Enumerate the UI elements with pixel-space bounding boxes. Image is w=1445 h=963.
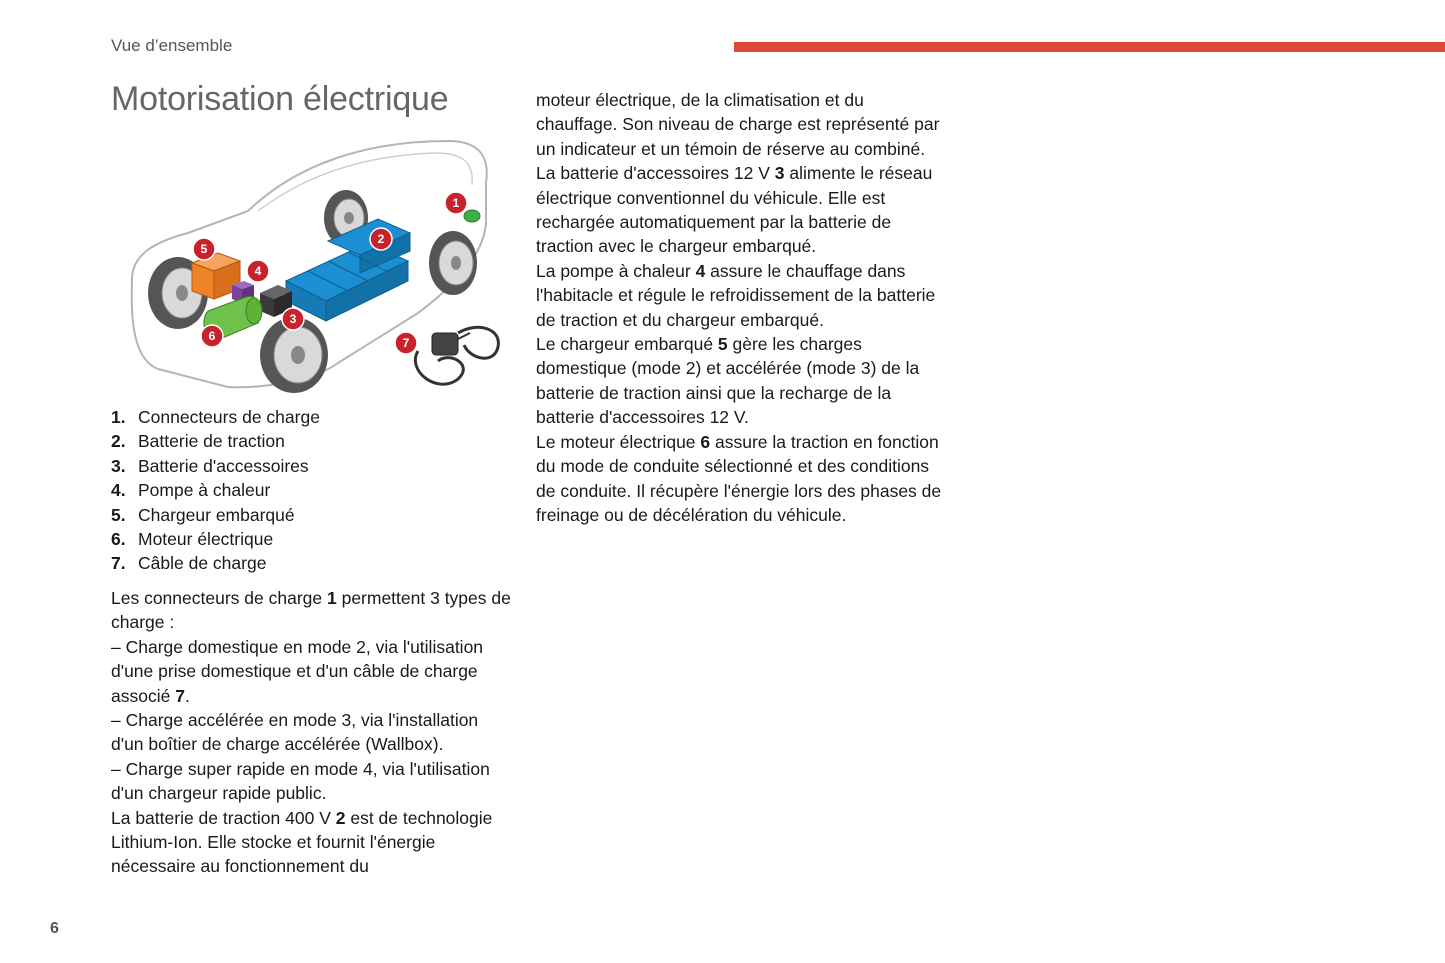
header-accent-bar bbox=[734, 42, 1445, 52]
callout-3: 3 bbox=[289, 312, 297, 326]
legend-item: 5. Chargeur embarqué bbox=[111, 504, 295, 525]
legend-item: 2. Batterie de traction bbox=[111, 431, 285, 452]
right-column-text bbox=[536, 88, 946, 527]
callout-1: 1 bbox=[452, 196, 460, 210]
section-header: Vue d’ensemble bbox=[111, 36, 233, 55]
paragraph: Les connecteurs de charge 1 permettent 3 types de charge : bbox=[111, 588, 511, 633]
charging-cable bbox=[415, 327, 498, 384]
paragraph: La batterie d'accessoires 12 V 3 alimente le réseau électrique conventionnel du véhicule. Elle est rechargée automatiquement par la batterie de traction avec le chargeur embarqué. bbox=[536, 163, 933, 257]
electric-powertrain-illustration bbox=[118, 133, 508, 401]
legend-item: 6. Moteur électrique bbox=[111, 529, 274, 550]
callout-6: 6 bbox=[208, 329, 216, 343]
page-title: Motorisation électrique bbox=[111, 80, 449, 118]
legend-item: 7. Câble de charge bbox=[111, 553, 267, 574]
left-column-text bbox=[111, 586, 511, 879]
legend-item: 3. Batterie d'accessoires bbox=[111, 455, 309, 476]
paragraph: moteur électrique, de la climatisation et du chauffage. Son niveau de charge est représenté par un indicateur et un témoin de réserve au combiné. bbox=[536, 90, 940, 159]
paragraph: Le moteur électrique 6 assure la traction en fonction du mode de conduite sélectionné et des conditions de conduite. Il récupère l'énergie lors des phases de freinage ou de décélération du véhicule. bbox=[536, 431, 942, 525]
charging-connector bbox=[464, 210, 480, 222]
component-legend bbox=[111, 405, 320, 576]
paragraph: – Charge accélérée en mode 3, via l'installation d'un boîtier de charge accélérée (Wallbox). bbox=[111, 710, 479, 755]
paragraph: – Charge domestique en mode 2, via l'utilisation d'une prise domestique et d'un câble de charge associé 7. bbox=[111, 636, 484, 706]
legend-item: 1. Connecteurs de charge bbox=[111, 407, 320, 427]
paragraph: La batterie de traction 400 V 2 est de technologie Lithium-Ion. Elle stocke et fournit l'énergie nécessaire au fonctionnement du bbox=[111, 807, 493, 877]
front-right-wheel bbox=[429, 231, 477, 295]
paragraph: Le chargeur embarqué 5 gère les charges domestique (mode 2) et accélérée (mode 3) de la batterie de traction ainsi que la recharge de la batterie d'accessoires 12 V. bbox=[536, 334, 920, 428]
callout-7: 7 bbox=[402, 336, 410, 350]
paragraph: – Charge super rapide en mode 4, via l'utilisation d'un chargeur rapide public. bbox=[111, 758, 490, 804]
legend-item: 4. Pompe à chaleur bbox=[111, 480, 271, 501]
callout-2: 2 bbox=[377, 232, 385, 246]
paragraph: La pompe à chaleur 4 assure le chauffage dans l'habitacle et régule le refroidissement de la batterie de traction et du chargeur embarqué. bbox=[536, 260, 936, 330]
callout-5: 5 bbox=[200, 242, 208, 256]
callout-4: 4 bbox=[254, 264, 262, 278]
page-number: 6 bbox=[50, 920, 59, 937]
